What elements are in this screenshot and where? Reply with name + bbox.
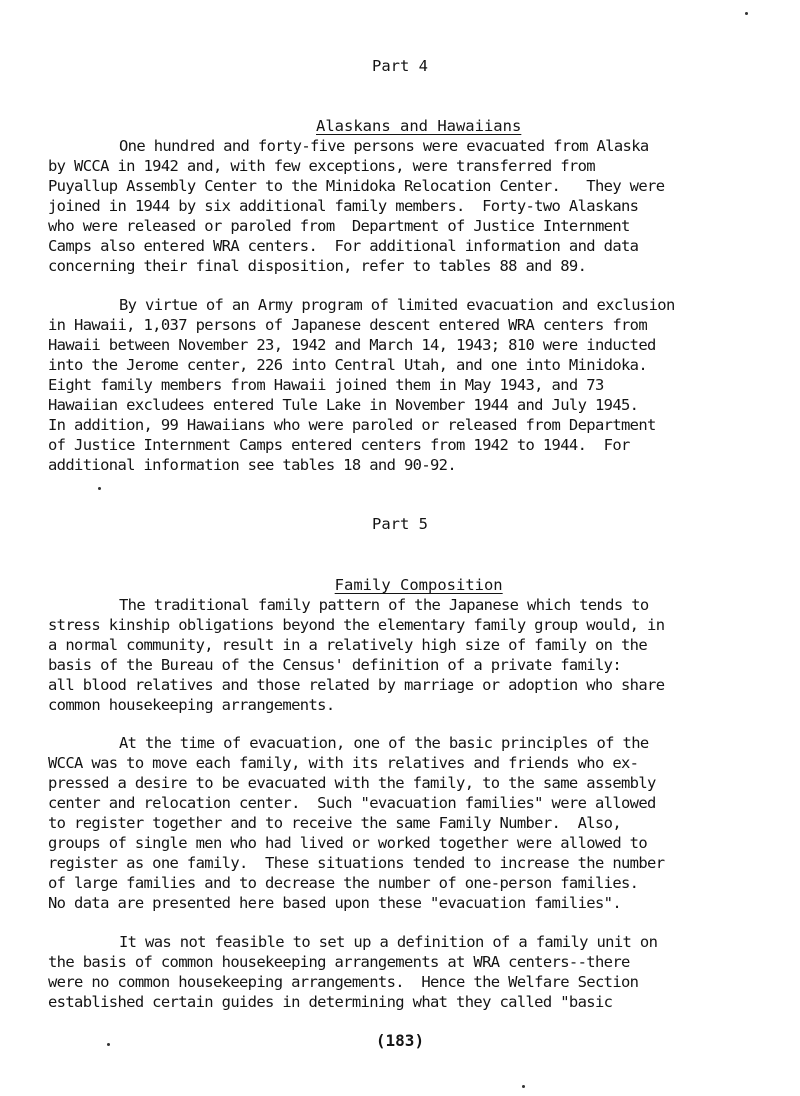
text-line: No data are presented here based upon these "evacuation families".	[48, 894, 621, 912]
text-line: Hawaii between November 23, 1942 and March 14, 1943; 810 were inducted	[48, 336, 656, 354]
text-line: the basis of common housekeeping arrangements at WRA centers--there	[48, 953, 630, 971]
text-line: The traditional family pattern of the Japanese which tends to	[119, 596, 649, 614]
text-line: Camps also entered WRA centers. For additional information and data	[48, 237, 639, 255]
text-line: basis of the Bureau of the Census' definition of a private family:	[48, 656, 621, 674]
text-line: pressed a desire to be evacuated with the family, to the same assembly	[48, 774, 656, 792]
text-line: joined in 1944 by six additional family members. Forty-two Alaskans	[48, 197, 639, 215]
text-line: One hundred and forty-five persons were evacuated from Alaska	[119, 137, 649, 155]
part-4-label: Part 4	[372, 57, 428, 75]
text-line: In addition, 99 Hawaiians who were paroled or released from Department	[48, 416, 656, 434]
text-line: stress kinship obligations beyond the elementary family group would, in	[48, 616, 665, 634]
text-line: register as one family. These situations tended to increase the number	[48, 854, 665, 872]
part-4-title-text: Alaskans and Hawaiians	[316, 117, 522, 135]
text-line: by WCCA in 1942 and, with few exceptions, were transferred from	[48, 157, 595, 175]
text-line: all blood relatives and those related by marriage or adoption who share	[48, 676, 665, 694]
scan-speck	[745, 12, 748, 15]
paragraph-evacuation-families	[48, 733, 768, 913]
text-line: WCCA was to move each family, with its relatives and friends who ex-	[48, 754, 639, 772]
text-line: into the Jerome center, 226 into Central Utah, and one into Minidoka.	[48, 356, 648, 374]
part-5-title-text: Family Composition	[334, 576, 503, 594]
text-line: established certain guides in determining what they called "basic	[48, 993, 613, 1011]
paragraph-family-unit	[48, 932, 768, 1012]
text-line: in Hawaii, 1,037 persons of Japanese descent entered WRA centers from	[48, 316, 648, 334]
text-line: At the time of evacuation, one of the basic principles of the	[119, 734, 649, 752]
text-line: common housekeeping arrangements.	[48, 696, 335, 714]
text-line: who were released or paroled from Department of Justice Internment	[48, 217, 630, 235]
text-line: Eight family members from Hawaii joined them in May 1943, and 73	[48, 376, 604, 394]
paragraph-hawaii	[48, 295, 768, 475]
text-line: of Justice Internment Camps entered centers from 1942 to 1944. For	[48, 436, 630, 454]
text-line: a normal community, result in a relatively high size of family on the	[48, 636, 648, 654]
scan-speck	[522, 1085, 525, 1088]
text-line: additional information see tables 18 and 90-92.	[48, 456, 457, 474]
text-line: center and relocation center. Such "evacuation families" were allowed	[48, 794, 656, 812]
scan-speck	[98, 487, 101, 490]
paragraph-family-pattern	[48, 595, 768, 715]
text-line: Puyallup Assembly Center to the Minidoka Relocation Center. They were	[48, 177, 665, 195]
text-line: By virtue of an Army program of limited evacuation and exclusion	[119, 296, 675, 314]
text-line: Hawaiian excludees entered Tule Lake in November 1944 and July 1945.	[48, 396, 639, 414]
text-line: of large families and to decrease the number of one-person families.	[48, 874, 639, 892]
text-line: to register together and to receive the same Family Number. Also,	[48, 814, 621, 832]
text-line: concerning their final disposition, refer to tables 88 and 89.	[48, 257, 587, 275]
text-line: It was not feasible to set up a definition of a family unit on	[119, 933, 658, 951]
page-number: (183)	[375, 1031, 425, 1050]
part-5-label: Part 5	[372, 515, 428, 533]
text-line: were no common housekeeping arrangements. Hence the Welfare Section	[48, 973, 639, 991]
text-line: groups of single men who had lived or worked together were allowed to	[48, 834, 648, 852]
paragraph-alaska	[48, 136, 768, 276]
scan-speck	[107, 1043, 110, 1046]
